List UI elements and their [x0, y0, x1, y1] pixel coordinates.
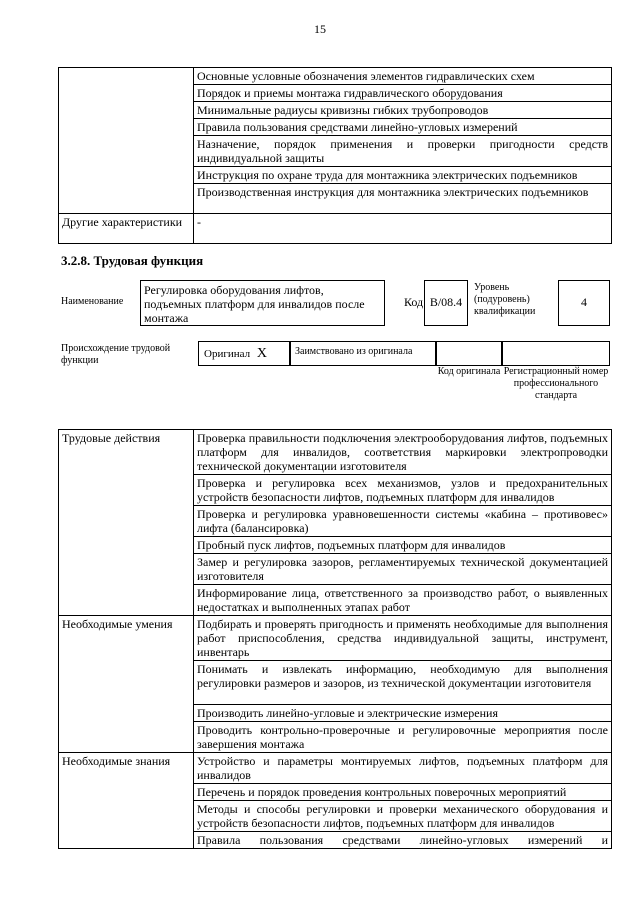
table-item: Проводить контрольно-проверочные и регулировочные мероприятия после завершения монтажа [194, 722, 612, 753]
code-value-box [424, 280, 468, 326]
original-box [198, 341, 290, 366]
other-characteristics-value: - [194, 214, 612, 244]
labor-function-table [58, 429, 612, 849]
borrowed-label: Заимствовано из оригинала [295, 346, 413, 357]
table-item: Подбирать и проверять пригодность и применять необходимые для выполнения работ приспособления, средства индивидуальной защиты, инструмент, инвентарь [194, 616, 612, 661]
table-item: Пробный пуск лифтов, подъемных платформ для инвалидов [194, 537, 612, 554]
top-table-left-cell [59, 68, 194, 214]
name-value-box [140, 280, 385, 326]
table-item: Устройство и параметры монтируемых лифтов, подъемных платформ для инвалидов [194, 753, 612, 784]
function-name: Регулировка оборудования лифтов, подъемных платформ для инвалидов после монтажа [144, 283, 365, 325]
table-item: Производить линейно-угловые и электрические измерения [194, 705, 612, 722]
code-label: Код [404, 295, 424, 309]
section-heading: 3.2.8. Трудовая функция [61, 253, 204, 268]
table-item: Понимать и извлекать информацию, необходимую для выполнения регулировки размеров и зазоров, из технической документации изготовителя [194, 661, 612, 705]
top-table-row: Инструкция по охране труда для монтажника электрических подъемников [194, 167, 612, 184]
table-item: Информирование лица, ответственного за производство работ, о выявленных недостатках и выполненных этапах работ [194, 585, 612, 616]
origin-label: Происхождение трудовой функции [61, 343, 171, 366]
table-item: Проверка и регулировка всех механизмов, узлов и предохранительных устройств безопасности лифтов, подъемных платформ для инвалидов [194, 475, 612, 506]
top-table-row: Производственная инструкция для монтажника электрических подъемников [194, 184, 612, 214]
code-caption: Код оригинала [437, 366, 501, 377]
original-mark: X [256, 346, 267, 361]
page-number: 15 [314, 22, 326, 36]
table-item: Замер и регулировка зазоров, регламентируемых технической документацией изготовителя [194, 554, 612, 585]
group-label-required-knowledge: Необходимые знания [59, 753, 194, 849]
table-item: Перечень и порядок проведения контрольных поверочных мероприятий [194, 784, 612, 801]
group-label-labor-actions: Трудовые действия [59, 430, 194, 616]
top-table-row: Основные условные обозначения элементов гидравлических схем [194, 68, 612, 85]
top-table-row: Правила пользования средствами линейно-угловых измерений [194, 119, 612, 136]
other-characteristics-label: Другие характеристики [59, 214, 194, 244]
original-label: Оригинал [204, 348, 251, 360]
table-item: Методы и способы регулировки и проверки механического оборудования и устройств безопасности лифтов, подъемных платформ для инвалидов [194, 801, 612, 832]
table-item: Проверка правильности подключения электрооборудования лифтов, подъемных платформ для инвалидов, соответствия маркировки электропроводки технической документации изготовителя [194, 430, 612, 475]
origin-code-box [436, 341, 502, 366]
top-characteristics-table [58, 67, 612, 244]
registration-caption: Регистрационный номер профессионального стандарта [503, 366, 609, 401]
level-value: 4 [581, 295, 587, 309]
function-code: B/08.4 [429, 295, 463, 309]
level-value-box [558, 280, 610, 326]
table-item: Проверка и регулировка уравновешенности системы «кабина – противовес» лифта (балансировка) [194, 506, 612, 537]
top-table-row: Назначение, порядок применения и проверки пригодности средств индивидуальной защиты [194, 136, 612, 167]
level-label: Уровень (подуровень) квалификации [474, 282, 536, 317]
top-table-row: Минимальные радиусы кривизны гибких трубопроводов [194, 102, 612, 119]
group-label-required-skills: Необходимые умения [59, 616, 194, 753]
table-item: Правила пользования средствами линейно-угловых измерений и [194, 832, 612, 849]
name-label: Наименование [61, 296, 124, 307]
borrowed-box [290, 341, 436, 366]
registration-number-box [502, 341, 610, 366]
top-table-row: Порядок и приемы монтажа гидравлического оборудования [194, 85, 612, 102]
